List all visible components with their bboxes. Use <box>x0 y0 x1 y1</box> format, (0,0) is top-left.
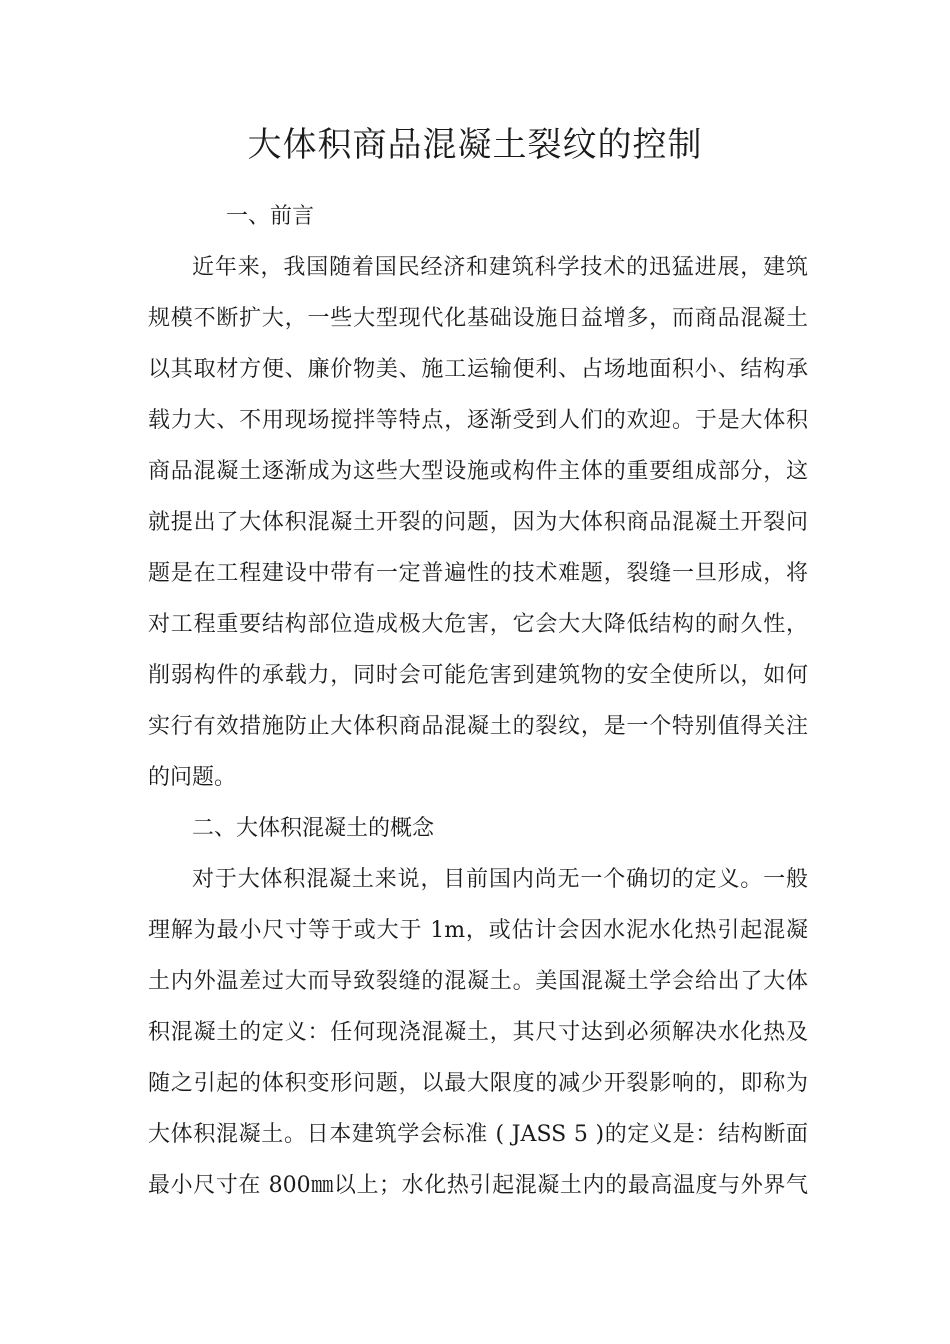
paragraph-line: 随之引起的体积变形问题，以最大限度的减少开裂影响的，即称为 <box>148 1071 808 1096</box>
paragraph-line: 的问题。 <box>148 765 237 790</box>
paragraph-line: 商品混凝土逐渐成为这些大型设施或构件主体的重要组成部分，这 <box>148 459 808 484</box>
paragraph-line: 题是在工程建设中带有一定普遍性的技术难题，裂缝一旦形成，将 <box>148 561 808 586</box>
paragraph-line: 大体积混凝土。日本建筑学会标准 ( JASS 5 )的定义是：结构断面 <box>148 1122 808 1147</box>
paragraph-line: 实行有效措施防止大体积商品混凝土的裂纹，是一个特别值得关注 <box>148 714 808 739</box>
paragraph-line: 积混凝土的定义：任何现浇混凝土，其尺寸达到必须解决水化热及 <box>148 1020 808 1045</box>
paragraph-line: 规模不断扩大，一些大型现代化基础设施日益增多，而商品混凝土 <box>148 306 808 331</box>
paragraph-line: 以其取材方便、廉价物美、施工运输便利、占场地面积小、结构承 <box>148 357 808 382</box>
paragraph-line: 土内外温差过大而导致裂缝的混凝土。美国混凝土学会给出了大体 <box>148 969 808 994</box>
document-title: 大体积商品混凝土裂纹的控制 <box>247 125 703 165</box>
section-heading-preface: 一、前言 <box>226 204 315 229</box>
paragraph-line: 理解为最小尺寸等于或大于 1m，或估计会因水泥水化热引起混凝 <box>148 918 808 943</box>
paragraph-line: 近年来，我国随着国民经济和建筑科学技术的迅猛进展，建筑 <box>192 255 808 280</box>
paragraph-line: 就提出了大体积混凝土开裂的问题，因为大体积商品混凝土开裂问 <box>148 510 808 535</box>
paragraph-line: 削弱构件的承载力，同时会可能危害到建筑物的安全使所以，如何 <box>148 663 808 688</box>
paragraph-line: 载力大、不用现场搅拌等特点，逐渐受到人们的欢迎。于是大体积 <box>148 408 808 433</box>
paragraph-line: 最小尺寸在 800㎜以上；水化热引起混凝土内的最高温度与外界气 <box>148 1173 808 1198</box>
section-heading-concept: 二、大体积混凝土的概念 <box>192 816 435 841</box>
paragraph-line: 对于大体积混凝土来说，目前国内尚无一个确切的定义。一般 <box>192 867 808 892</box>
paragraph-line: 对工程重要结构部位造成极大危害，它会大大降低结构的耐久性， <box>148 612 808 637</box>
